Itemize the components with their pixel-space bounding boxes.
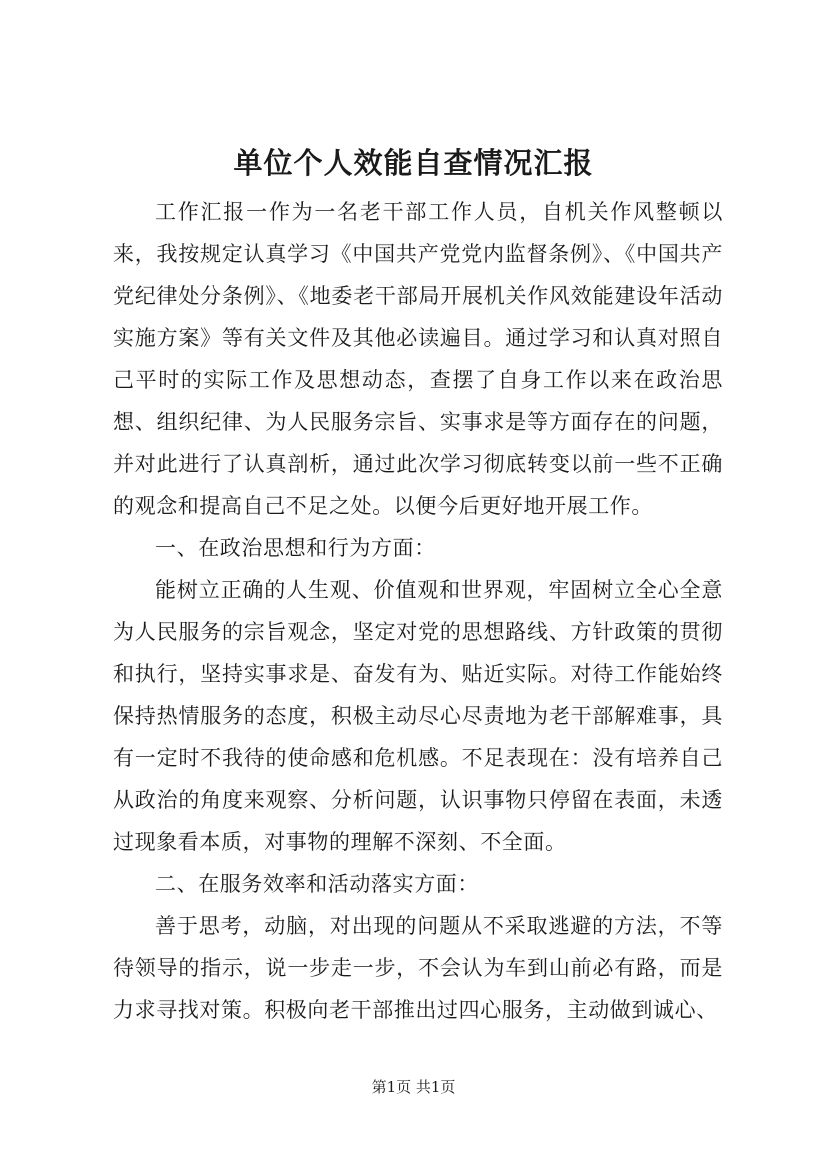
- document-title: 单位个人效能自查情况汇报: [233, 146, 594, 180]
- section-heading-service: 二、在服务效率和活动落实方面：: [155, 872, 479, 896]
- page-footer: 第1页 共1页: [371, 1078, 456, 1096]
- political-paragraph: 能树立正确的人生观、价值观和世界观，牢固树立全心全意为人民服务的宗旨观念，坚定对党的思想路线、方针政策的贯彻和执行，坚持实事求是、奋发有为、贴近实际。对待工作能始终保持热情服务的态度，积极主动尽心尽责地为老干部解难事，具有一定时不我待的使命感和危机感。不足表现在：没有培养自己从政治的角度来观察、分析问题，认识事物只停留在表面，未透过现象看本质，对事物的理解不深刻、不全面。: [113, 578, 723, 854]
- service-paragraph: 善于思考，动脑，对出现的问题从不采取逃避的方法，不等待领导的指示，说一步走一步，不会认为车到山前必有路，而是力求寻找对策。积极向老干部推出过四心服务，主动做到诚心、: [113, 914, 723, 1022]
- intro-paragraph: 工作汇报一作为一名老干部工作人员，自机关作风整顿以来，我按规定认真学习《中国共产党党内监督条例》、《中国共产党纪律处分条例》、《地委老干部局开展机关作风效能建设年活动实施方案》等有关文件及其他必读遍目。通过学习和认真对照自己平时的实际工作及思想动态，查摆了自身工作以来在政治思想、组织纪律、为人民服务宗旨、实事求是等方面存在的问题，并对此进行了认真剖析，通过此次学习彻底转变以前一些不正确的观念和提高自己不足之处。以便今后更好地开展工作。: [113, 200, 723, 518]
- section-heading-political: 一、在政治思想和行为方面：: [155, 536, 436, 560]
- document-body: [113, 191, 723, 1031]
